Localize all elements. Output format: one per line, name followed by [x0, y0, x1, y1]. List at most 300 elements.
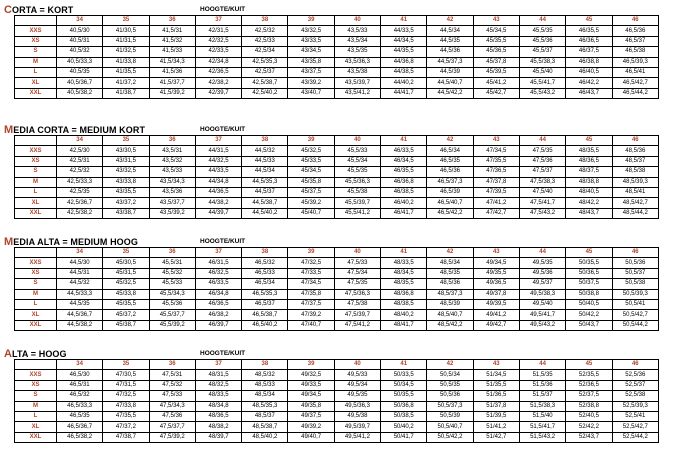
table-cell: 48,5/39	[427, 299, 473, 309]
table-row	[15, 310, 659, 320]
table-cell: 45,5/39,2	[149, 320, 195, 330]
table-cell: 47/38,7	[103, 432, 149, 442]
size-header-cell: 44	[519, 360, 565, 370]
size-header-cell: 37	[195, 136, 241, 146]
table-cell: 49/35,5	[473, 268, 519, 278]
table-cell: 52,5/36	[612, 370, 658, 380]
table-cell: 52/37,5	[566, 391, 612, 401]
table-cell: 47/34,5	[473, 146, 519, 156]
table-cell: 45/32,5	[103, 279, 149, 289]
table-cell: 44,5/33	[242, 156, 288, 166]
table-cell: 49,5/36	[519, 268, 565, 278]
table-cell: 43,5/41,2	[334, 88, 380, 98]
size-header-cell: 42	[427, 360, 473, 370]
table-cell: 42,5/32	[242, 26, 288, 36]
size-header-cell: 44	[519, 136, 565, 146]
table-cell: 49/36,5	[473, 279, 519, 289]
table-cell: 41,5/33	[149, 47, 195, 57]
size-header-row	[15, 16, 659, 26]
table-cell: 43,5/35	[334, 47, 380, 57]
table-cell: 46/38,2	[195, 310, 241, 320]
table-cell: 45,5/39,7	[334, 198, 380, 208]
table-cell: 50/34,5	[381, 380, 427, 390]
size-table	[14, 359, 659, 443]
row-size-label: L	[15, 299, 57, 309]
table-cell: 48,5/37	[612, 156, 658, 166]
table-cell: 52/35,5	[566, 370, 612, 380]
table-cell: 44/35,5	[381, 47, 427, 57]
table-cell: 43,5/37,7	[149, 198, 195, 208]
row-size-label: M	[15, 177, 57, 187]
table-cell: 46/39,7	[195, 320, 241, 330]
table-cell: 43,5/36,3	[334, 57, 380, 67]
table-cell: 43/38,7	[103, 208, 149, 218]
table-cell: 46,5/38,2	[57, 432, 103, 442]
row-size-label: XL	[15, 198, 57, 208]
size-header-cell: 45	[566, 248, 612, 258]
table-cell: 49/39,2	[288, 422, 334, 432]
table-cell: 44/34,8	[195, 177, 241, 187]
table-cell: 44/38,5	[381, 67, 427, 77]
table-cell: 42,5/34	[242, 47, 288, 57]
table-cell: 47,5/33	[149, 391, 195, 401]
row-size-label: XXS	[15, 370, 57, 380]
row-size-label: XS	[15, 156, 57, 166]
table-cell: 46/40,2	[381, 198, 427, 208]
table-cell: 47/35,8	[288, 289, 334, 299]
table-cell: 45/30,5	[103, 258, 149, 268]
table-cell: 52,5/44,2	[612, 432, 658, 442]
table-cell: 52,5/41	[612, 411, 658, 421]
table-cell: 46,5/37	[612, 36, 658, 46]
size-header-cell: 40	[334, 248, 380, 258]
table-cell: 43/39,2	[288, 78, 334, 88]
table-cell: 52,5/42,7	[612, 422, 658, 432]
table-row	[15, 67, 659, 77]
table-cell: 48,5/35	[427, 268, 473, 278]
table-cell: 42,5/33	[242, 36, 288, 46]
table-cell: 44,5/37,3	[427, 57, 473, 67]
table-cell: 49/35,8	[288, 401, 334, 411]
table-cell: 47/37,2	[103, 422, 149, 432]
table-cell: 46,5/37,3	[427, 177, 473, 187]
table-cell: 47,5/38	[334, 299, 380, 309]
table-cell: 50,5/40,7	[427, 422, 473, 432]
table-cell: 46/38,8	[566, 57, 612, 67]
table-cell: 42,5/40,2	[242, 88, 288, 98]
table-cell: 45,5/33	[334, 146, 380, 156]
table-cell: 45,5/41,7	[519, 78, 565, 88]
table-cell: 48/39,7	[195, 432, 241, 442]
table-cell: 48/33,5	[381, 258, 427, 268]
table-cell: 49,5/38,3	[519, 289, 565, 299]
size-header-cell: 37	[195, 248, 241, 258]
table-row	[15, 289, 659, 299]
size-header-cell: 36	[149, 136, 195, 146]
table-cell: 47/39,2	[288, 310, 334, 320]
table-cell: 49,5/40	[519, 299, 565, 309]
table-cell: 47/41,2	[473, 198, 519, 208]
table-cell: 49,5/43,2	[519, 320, 565, 330]
table-cell: 47,5/36,3	[334, 289, 380, 299]
table-cell: 45/34,5	[288, 167, 334, 177]
table-cell: 51/37,8	[473, 401, 519, 411]
section-title-text: EDIA ALTA = MEDIUM HOOG	[13, 237, 138, 247]
table-cell: 44,5/33,3	[57, 289, 103, 299]
table-cell: 41,5/37,7	[149, 78, 195, 88]
table-cell: 49,5/41,7	[519, 310, 565, 320]
table-cell: 46,5/33	[242, 268, 288, 278]
table-cell: 45/31,5	[103, 268, 149, 278]
table-cell: 51,5/37	[519, 391, 565, 401]
table-cell: 46/31,5	[195, 258, 241, 268]
table-cell: 46/33,5	[195, 279, 241, 289]
size-header-cell: 35	[103, 360, 149, 370]
table-cell: 44/36,5	[195, 187, 241, 197]
size-header-cell: 39	[288, 248, 334, 258]
table-cell: 52/38,8	[566, 401, 612, 411]
section-title-initial: M	[4, 236, 14, 248]
table-cell: 51/42,7	[473, 432, 519, 442]
table-cell: 46,5/36	[612, 26, 658, 36]
table-cell: 49/37,5	[288, 411, 334, 421]
size-table	[14, 247, 659, 331]
table-cell: 49,5/41,2	[334, 432, 380, 442]
table-cell: 50/42,2	[566, 310, 612, 320]
table-cell: 49/34,5	[288, 391, 334, 401]
table-cell: 44,5/36	[427, 47, 473, 57]
table-cell: 46,5/32	[242, 258, 288, 268]
table-cell: 47,5/38,3	[519, 177, 565, 187]
table-cell: 50/43,7	[566, 320, 612, 330]
row-size-label: XXL	[15, 432, 57, 442]
table-cell: 47,5/34	[334, 268, 380, 278]
size-header-cell: 37	[195, 16, 241, 26]
table-cell: 49,5/37	[519, 279, 565, 289]
row-size-label: XL	[15, 310, 57, 320]
table-cell: 48/40,2	[381, 310, 427, 320]
row-size-label: S	[15, 167, 57, 177]
size-header-cell: 35	[103, 248, 149, 258]
table-cell: 50/40,2	[381, 422, 427, 432]
table-cell: 50,5/42,2	[427, 432, 473, 442]
table-row	[15, 167, 659, 177]
table-cell: 47/37,5	[288, 299, 334, 309]
table-cell: 51,5/40	[519, 411, 565, 421]
size-table-section	[0, 236, 674, 328]
table-cell: 43/32,5	[103, 167, 149, 177]
table-cell: 44,5/38,2	[57, 320, 103, 330]
table-cell: 44,5/34	[427, 26, 473, 36]
table-cell: 46,5/37	[242, 299, 288, 309]
table-cell: 47,5/40	[519, 187, 565, 197]
table-cell: 48/33,5	[195, 391, 241, 401]
table-cell: 43/34,5	[288, 47, 334, 57]
table-cell: 48,5/37,3	[427, 289, 473, 299]
table-cell: 45,5/32	[149, 268, 195, 278]
table-cell: 43,5/33	[149, 167, 195, 177]
table-cell: 44,5/35	[57, 299, 103, 309]
table-cell: 45,5/38	[334, 187, 380, 197]
table-cell: 45/34,5	[473, 26, 519, 36]
table-cell: 48/32,5	[195, 380, 241, 390]
row-size-label: L	[15, 187, 57, 197]
table-row	[15, 208, 659, 218]
table-cell: 43,5/32	[149, 156, 195, 166]
table-row	[15, 36, 659, 46]
table-row	[15, 156, 659, 166]
size-header-cell: 34	[57, 360, 103, 370]
table-cell: 48,5/35,3	[242, 401, 288, 411]
table-row	[15, 380, 659, 390]
table-cell: 50,5/37,3	[427, 401, 473, 411]
table-cell: 43/30,5	[103, 146, 149, 156]
table-cell: 48,5/34	[427, 258, 473, 268]
table-row	[15, 411, 659, 421]
table-cell: 47,5/31	[149, 370, 195, 380]
size-header-cell: 40	[334, 360, 380, 370]
table-cell: 46/36,5	[566, 36, 612, 46]
table-row	[15, 432, 659, 442]
row-size-label: M	[15, 289, 57, 299]
table-row	[15, 26, 659, 36]
table-cell: 47/35,5	[103, 411, 149, 421]
corner-cell	[15, 16, 57, 26]
section-title-initial: A	[4, 348, 13, 360]
table-cell: 46,5/39,3	[612, 57, 658, 67]
table-cell: 52,5/39,3	[612, 401, 658, 411]
size-header-cell: 44	[519, 248, 565, 258]
table-cell: 48/34,8	[195, 401, 241, 411]
table-cell: 51,5/36	[519, 380, 565, 390]
table-cell: 44,5/31	[57, 268, 103, 278]
table-cell: 48,5/34	[242, 391, 288, 401]
table-cell: 43,5/38	[334, 67, 380, 77]
table-row	[15, 279, 659, 289]
table-row	[15, 401, 659, 411]
table-cell: 46,5/38,7	[242, 310, 288, 320]
table-cell: 42/38,2	[195, 78, 241, 88]
table-cell: 50/35,5	[381, 391, 427, 401]
table-cell: 51,5/43,2	[519, 432, 565, 442]
table-cell: 41,5/34,3	[149, 57, 195, 67]
table-cell: 42/32,5	[195, 36, 241, 46]
table-cell: 42/31,5	[195, 26, 241, 36]
table-cell: 49/32,5	[288, 370, 334, 380]
table-cell: 42,5/38,2	[57, 208, 103, 218]
table-cell: 45/39,2	[288, 198, 334, 208]
table-cell: 44,5/36,7	[57, 310, 103, 320]
table-cell: 48,5/44,2	[612, 208, 658, 218]
table-cell: 46/35,5	[381, 167, 427, 177]
table-row	[15, 370, 659, 380]
table-cell: 50/41,7	[381, 432, 427, 442]
table-cell: 44,5/38,7	[242, 198, 288, 208]
table-cell: 42,5/35,3	[242, 57, 288, 67]
size-header-cell: 44	[519, 16, 565, 26]
table-cell: 40,5/36,7	[57, 78, 103, 88]
table-cell: 47/37,8	[473, 177, 519, 187]
table-cell: 48,5/33	[242, 380, 288, 390]
table-cell: 46,5/32	[57, 391, 103, 401]
table-cell: 49,5/34	[334, 380, 380, 390]
table-cell: 44/36,8	[381, 57, 427, 67]
size-header-cell: 34	[57, 16, 103, 26]
table-cell: 41/33,8	[103, 57, 149, 67]
header-label: HOOGTE/KUIT	[200, 238, 246, 245]
table-cell: 45,5/37	[519, 47, 565, 57]
corner-cell	[15, 248, 57, 258]
table-cell: 46/37,5	[566, 47, 612, 57]
row-size-label: XXL	[15, 88, 57, 98]
table-cell: 46/38,5	[381, 187, 427, 197]
table-cell: 48,5/40,7	[427, 310, 473, 320]
section-title-text: ORTA = KORT	[12, 5, 74, 15]
table-cell: 46/40,5	[566, 67, 612, 77]
table-cell: 46,5/36	[427, 167, 473, 177]
table-cell: 44,5/40,2	[242, 208, 288, 218]
table-cell: 46,5/40,2	[242, 320, 288, 330]
row-size-label: XS	[15, 380, 57, 390]
table-cell: 42/33,5	[195, 47, 241, 57]
size-table	[14, 15, 659, 99]
table-cell: 50,5/34	[427, 370, 473, 380]
table-cell: 47,5/34,3	[149, 401, 195, 411]
table-row	[15, 258, 659, 268]
size-header-cell: 45	[566, 360, 612, 370]
table-cell: 41,5/32	[149, 36, 195, 46]
header-label: HOOGTE/KUIT	[200, 6, 246, 13]
table-cell: 50/36,5	[566, 268, 612, 278]
size-header-cell: 42	[427, 136, 473, 146]
table-row	[15, 146, 659, 156]
table-cell: 40,5/35	[57, 67, 103, 77]
row-size-label: L	[15, 67, 57, 77]
table-cell: 45/37,8	[473, 57, 519, 67]
table-cell: 43,5/39,2	[149, 208, 195, 218]
size-header-row	[15, 136, 659, 146]
table-cell: 45,5/34,3	[149, 289, 195, 299]
table-cell: 47,5/35	[519, 146, 565, 156]
table-cell: 47/36,5	[473, 167, 519, 177]
table-cell: 48/36,5	[566, 156, 612, 166]
table-cell: 48,5/37	[242, 411, 288, 421]
table-cell: 49,5/39,7	[334, 422, 380, 432]
table-cell: 45/36,5	[473, 47, 519, 57]
table-cell: 46,5/35	[427, 156, 473, 166]
table-cell: 48,5/32	[242, 370, 288, 380]
table-cell: 52/42,2	[566, 422, 612, 432]
table-cell: 48/35,5	[566, 146, 612, 156]
table-cell: 47,5/37	[519, 167, 565, 177]
row-size-label: S	[15, 47, 57, 57]
table-cell: 49/41,2	[473, 310, 519, 320]
table-cell: 47,5/36	[519, 156, 565, 166]
table-cell: 45/37,2	[103, 310, 149, 320]
size-header-cell: 35	[103, 16, 149, 26]
section-title-text: LTA = HOOG	[12, 349, 67, 359]
table-cell: 51/39,5	[473, 411, 519, 421]
table-cell: 44,5/35,3	[242, 177, 288, 187]
table-cell: 42,5/38,7	[242, 78, 288, 88]
size-header-cell: 37	[195, 360, 241, 370]
table-cell: 47/31,5	[103, 380, 149, 390]
table-cell: 41,5/36	[149, 67, 195, 77]
table-cell: 46,5/40,7	[427, 198, 473, 208]
table-cell: 44/41,7	[381, 88, 427, 98]
table-cell: 45/40,7	[288, 208, 334, 218]
table-cell: 47/32,5	[103, 391, 149, 401]
table-cell: 50,5/44,2	[612, 320, 658, 330]
table-cell: 46/41,7	[381, 208, 427, 218]
table-cell: 47/33,8	[103, 401, 149, 411]
table-cell: 49,5/35	[334, 391, 380, 401]
table-cell: 46/42,2	[566, 78, 612, 88]
table-cell: 43,5/34	[334, 36, 380, 46]
table-cell: 45,5/36	[149, 299, 195, 309]
table-cell: 52,5/37	[612, 380, 658, 390]
table-cell: 43/33,5	[288, 36, 334, 46]
size-header-cell: 43	[473, 16, 519, 26]
table-cell: 46/35,5	[566, 26, 612, 36]
table-cell: 40,5/32	[57, 47, 103, 57]
size-header-cell: 41	[381, 248, 427, 258]
table-cell: 44/33,5	[195, 167, 241, 177]
table-cell: 47,5/33	[334, 258, 380, 268]
table-cell: 44/34,5	[381, 36, 427, 46]
table-cell: 46,5/35,3	[242, 289, 288, 299]
size-header-cell: 41	[381, 360, 427, 370]
size-header-cell: 36	[149, 16, 195, 26]
row-size-label: XXS	[15, 26, 57, 36]
table-cell: 45,5/34	[334, 156, 380, 166]
table-cell: 49/42,7	[473, 320, 519, 330]
table-cell: 45,5/31	[149, 258, 195, 268]
table-cell: 45/41,2	[473, 78, 519, 88]
table-cell: 48/36,8	[381, 289, 427, 299]
row-size-label: XXS	[15, 146, 57, 156]
table-cell: 48,5/42,2	[427, 320, 473, 330]
table-cell: 44/33,5	[381, 26, 427, 36]
size-header-cell: 41	[381, 136, 427, 146]
table-cell: 47/30,5	[103, 370, 149, 380]
size-table	[14, 135, 659, 219]
table-cell: 43/40,7	[288, 88, 334, 98]
table-cell: 46/34,8	[195, 289, 241, 299]
table-cell: 50/37,5	[566, 279, 612, 289]
table-cell: 48/40,5	[566, 187, 612, 197]
size-header-cell: 46	[612, 136, 658, 146]
table-cell: 42,5/33,3	[57, 177, 103, 187]
size-header-row	[15, 360, 659, 370]
size-header-cell: 46	[612, 360, 658, 370]
table-cell: 43,5/31	[149, 146, 195, 156]
table-cell: 49,5/36,3	[334, 401, 380, 411]
table-cell: 49,5/35	[519, 258, 565, 268]
table-cell: 51/41,2	[473, 422, 519, 432]
table-cell: 47,5/37,7	[149, 422, 195, 432]
table-cell: 44,5/34	[242, 167, 288, 177]
table-cell: 45/37,5	[288, 187, 334, 197]
table-cell: 45/38,7	[103, 320, 149, 330]
table-cell: 43/32,5	[288, 26, 334, 36]
row-size-label: M	[15, 57, 57, 67]
table-cell: 41/38,7	[103, 88, 149, 98]
table-cell: 51,5/41,7	[519, 422, 565, 432]
table-row	[15, 268, 659, 278]
size-header-cell: 46	[612, 248, 658, 258]
table-cell: 48/42,2	[566, 198, 612, 208]
